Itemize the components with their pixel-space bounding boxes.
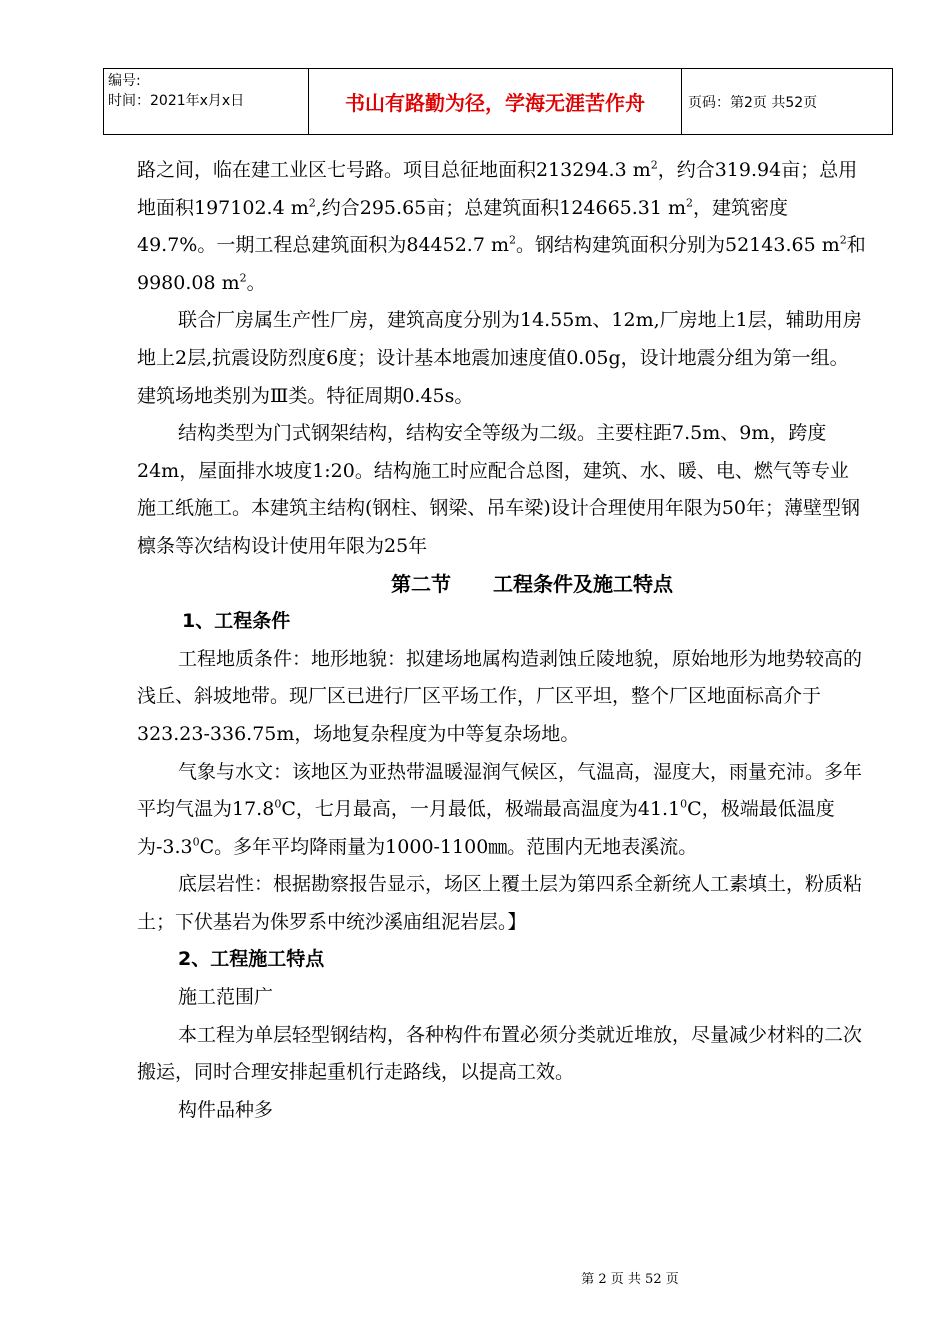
header-page-info: 页码：第2页 共52页 [682, 69, 893, 135]
paragraph-structure-type: 结构类型为门式钢架结构，结构安全等级为二级。主要柱距7.5m、9m，跨度24m，屋面排水坡度1:20。结构施工时应配合总图，建筑、水、暖、电、燃气等专业施工纸施工。本建筑主结构(钢柱、钢梁、吊车梁)设计合理使用年限为50年；薄壁型钢檩条等次结构设计使用年限为25年 [137, 422, 861, 557]
header-time-label: 时间：2021年x月x日 [108, 93, 245, 109]
subheading-features: 2、工程施工特点 [178, 948, 325, 971]
paragraph-steel-structure: 本工程为单层轻型钢结构，各种构件布置必须分类就近堆放，尽量减少材料的二次搬运，同时合理安排起重机行走路线，以提高工效。 [137, 1023, 863, 1084]
paragraph-geology: 工程地质条件：地形地貌：拟建场地属构造剥蚀丘陵地貌，原始地形为地势较高的浅丘、斜坡地带。现厂区已进行厂区平场工作，厂区平坦，整个厂区地面标高介于323.23-336.75m，场地复杂程度为中等复杂场地。 [137, 647, 863, 745]
paragraph-scope: 施工范围广 [178, 986, 274, 1009]
paragraph-site-area: 路之间，临在建工业区七号路。项目总征地面积213294.3 $m^2$，约合319.94亩；总用地面积197102.4 $m^2$,约合295.65亩；总建筑面积124665.31 $m^2$，建筑密度49.7%。一期工程总建筑面积为84452.7 $m^2$。钢结构建筑面积分别为52143.65 $m^2$和9980.08 $m^2$。 [137, 158, 866, 294]
header-meta [104, 69, 309, 135]
document-body [137, 152, 867, 1129]
paragraph-components: 构件品种多 [178, 1098, 274, 1121]
document-header [103, 68, 893, 135]
header-number-label: 编号: [108, 73, 141, 89]
page-footer: 第 2 页 共 52 页 [581, 1272, 679, 1287]
paragraph-building-height: 联合厂房属生产性厂房，建筑高度分别为14.55m、12m,厂房地上1层，辅助用房地上2层,抗震设防烈度6度；设计基本地震加速度值0.05g，设计地震分组为第一组。建筑场地类别为Ⅲ类。特征周期0.45s。 [137, 309, 862, 407]
header-motto: 书山有路勤为径，学海无涯苦作舟 [309, 69, 682, 135]
paragraph-rock: 底层岩性：根据勘察报告显示，场区上覆土层为第四系全新统人工素填土，粉质粘土；下伏基岩为侏罗系中统沙溪庙组泥岩层。】 [137, 873, 863, 933]
subheading-conditions: 1、工程条件 [182, 610, 291, 633]
paragraph-climate: 气象与水文：该地区为亚热带温暖湿润气候区，气温高，湿度大，雨量充沛。多年平均气温为17.8$^0$C，七月最高，一月最低，极端最高温度为41.1$^0$C，极端最低温度为$-3.3^0C$。多年平均降雨量为1000-1100㎜。范围内无地表溪流。 [137, 760, 863, 858]
section-title: 第二节 工程条件及施工特点 [391, 571, 673, 596]
